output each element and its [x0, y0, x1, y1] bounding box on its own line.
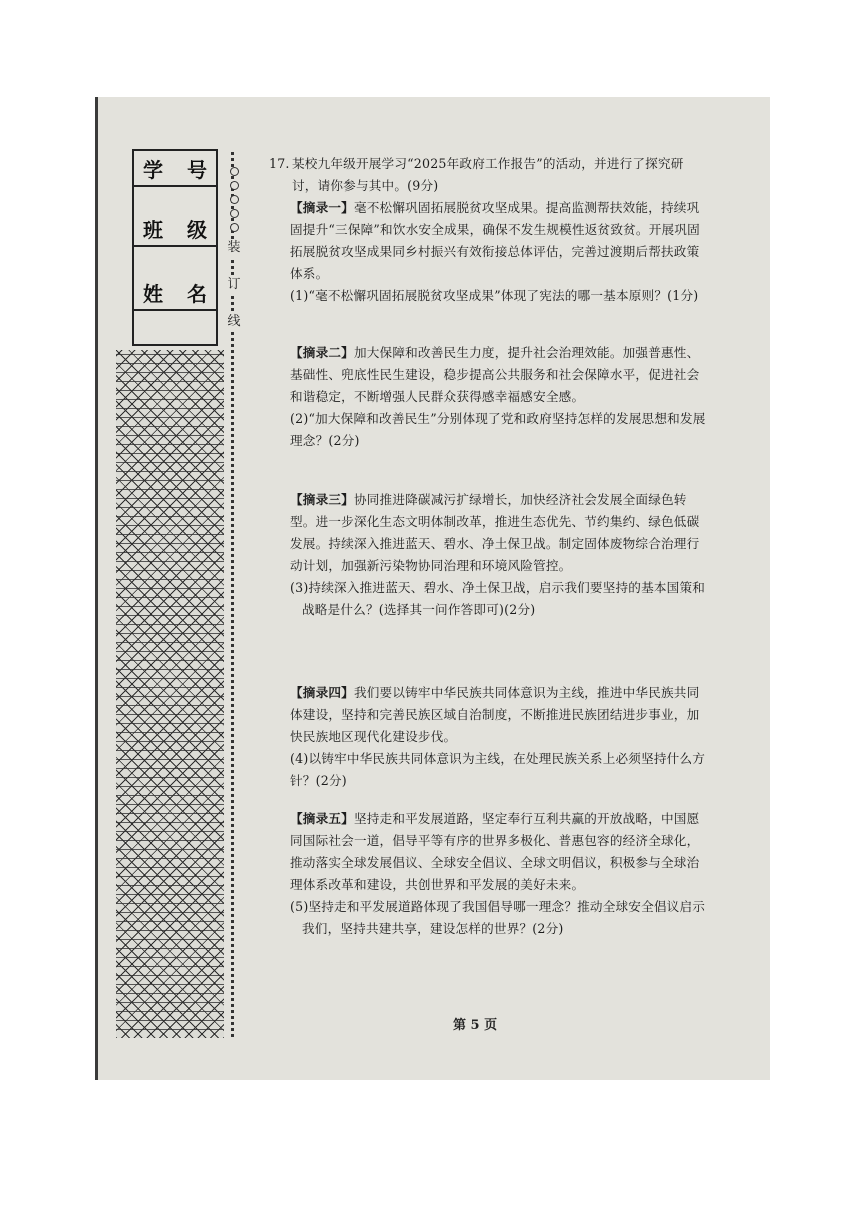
binding-marks — [224, 167, 244, 331]
table-divider — [134, 245, 216, 247]
excerpt-text: 协同推进降碳减污扩绿增长，加快经济社会发展全面绿色转型。进一步深化生态文明体制改革，推进生态优先、节约集约、绿色低碳发展。持续深入推进蓝天、碧水、净土保卫战。制定固体废物综合治理行动计划，加强新污染物协同治理和环境风险管控。 — [290, 492, 700, 573]
student-info-table — [132, 149, 218, 346]
sub-question: (2)“加大保障和改善民生”分别体现了党和政府坚持怎样的发展思想和发展理念？(2分) — [290, 411, 706, 448]
excerpt-tag: 【摘录五】 — [290, 811, 354, 826]
question-content — [271, 153, 709, 197]
page-number: 第 5 页 — [453, 1018, 498, 1033]
excerpt-text: 我们要以铸牢中华民族共同体意识为主线，推进中华民族共同体建设，坚持和完善民族区域自治制度，不断推进民族团结进步事业，加快民族地区现代化建设步伐。 — [290, 685, 700, 744]
sub-question: (1)“毫不松懈巩固拓展脱贫攻坚成果”体现了宪法的哪一基本原则？(1分) — [290, 288, 699, 303]
sub-question: (5)坚持走和平发展道路体现了我国倡导哪一理念？推动全球安全倡议启示我们，坚持共建共享，建设怎样的世界？(2分) — [290, 899, 706, 936]
binding-hole-icon — [230, 209, 239, 218]
question-number: 17. — [269, 156, 290, 171]
name-label: 姓 名 — [143, 281, 207, 306]
excerpt-text: 加大保障和改善民生力度，提升社会治理效能。加强普惠性、基础性、兜底性民生建设，稳步提高公共服务和社会保障水平，促进社会和谐稳定，不断增强人民群众获得感幸福感安全感。 — [290, 345, 700, 404]
exam-page — [95, 97, 770, 1080]
binding-hole-icon — [230, 167, 239, 176]
table-divider — [134, 185, 216, 187]
excerpt-tag: 【摘录三】 — [290, 492, 354, 507]
excerpt-tag: 【摘录二】 — [290, 345, 354, 360]
binding-hole-icon — [230, 223, 239, 232]
table-divider — [134, 309, 216, 311]
decorative-pattern — [116, 350, 224, 1038]
binding-hole-icon — [230, 181, 239, 190]
sub-question: (4)以铸牢中华民族共同体意识为主线，在处理民族关系上必须坚持什么方针？(2分) — [290, 751, 706, 788]
question-stem: 17. 某校九年级开展学习“2025年政府工作报告”的活动，并进行了探究研讨，请你参与其中。(9分) — [271, 153, 709, 197]
binding-hole-icon — [230, 195, 239, 204]
student-id-label: 学 号 — [143, 157, 207, 182]
excerpt-text: 毫不松懈巩固拓展脱贫攻坚成果。提高监测帮扶效能，持续巩固提升“三保障”和饮水安全成果，确保不发生规模性返贫致贫。开展巩固拓展脱贫攻坚成果同乡村振兴有效衔接总体评估，完善过渡期后帮扶政策体系。 — [290, 200, 700, 281]
binding-char: 线 — [227, 314, 241, 329]
binding-char: 订 — [227, 277, 241, 292]
excerpt-tag: 【摘录一】 — [290, 200, 354, 215]
excerpt-tag: 【摘录四】 — [290, 685, 354, 700]
excerpt-text: 坚持走和平发展道路，坚定奉行互利共赢的开放战略，中国愿同国际社会一道，倡导平等有序的世界多极化、普惠包容的经济全球化，推动落实全球发展倡议、全球安全倡议、全球文明倡议，积极参与全球治理体系改革和建设，共创世界和平发展的美好未来。 — [290, 811, 700, 892]
binding-char: 装 — [227, 240, 241, 255]
sub-question: (3)持续深入推进蓝天、碧水、净土保卫战，启示我们要坚持的基本国策和战略是什么？(选择其一问作答即可)(2分) — [290, 580, 706, 617]
class-label: 班 级 — [143, 217, 207, 242]
